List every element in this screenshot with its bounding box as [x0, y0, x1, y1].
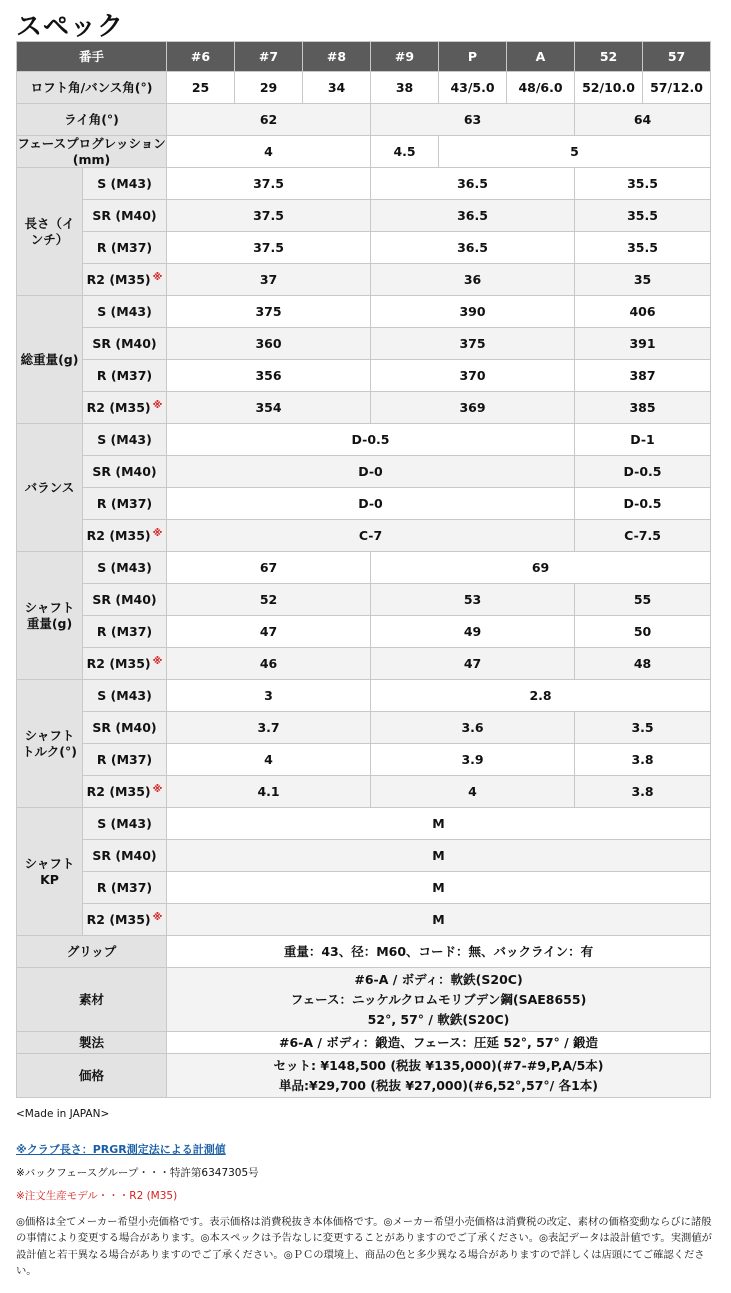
length-value: 36	[371, 264, 575, 296]
flex-label-sr: SR (M40)	[83, 200, 167, 232]
balance-value: D-0.5	[575, 488, 711, 520]
page-title: スペック	[16, 12, 125, 42]
flex-label-r2-text: R2 (M35)	[86, 271, 151, 287]
loft-value: 38	[371, 72, 439, 104]
weight-row-s	[17, 296, 711, 328]
flex-label-r2-text: R2 (M35)	[86, 783, 151, 799]
length-row-r	[17, 232, 711, 264]
weight-value: 369	[371, 392, 575, 424]
progression-value: 4	[167, 136, 371, 168]
material-line: 52°, 57° / 軟鉄(S20C)	[367, 1011, 510, 1027]
shaft-weight-row-sr	[17, 584, 711, 616]
balance-row-s	[17, 424, 711, 456]
kp-label-line2: KP	[40, 871, 59, 887]
loft-row	[17, 72, 711, 104]
patent-note: ※バックフェースグループ・・・特許第6347305号	[16, 1167, 259, 1179]
weight-value: 360	[167, 328, 371, 360]
length-row-r2	[17, 264, 711, 296]
weight-value: 387	[575, 360, 711, 392]
progression-row	[17, 136, 711, 168]
weight-value: 390	[371, 296, 575, 328]
balance-value: D-0	[167, 488, 575, 520]
length-value: 35.5	[575, 168, 711, 200]
method-value: #6-A / ボディ：鍛造、フェース：圧延 52°, 57° / 鍛造	[167, 1032, 711, 1054]
header-row	[17, 42, 711, 72]
grip-row	[17, 936, 711, 968]
header-cell: #9	[371, 42, 439, 72]
torque-value: 3.8	[575, 744, 711, 776]
kp-value: M	[167, 840, 711, 872]
torque-value: 3.5	[575, 712, 711, 744]
torque-label-line1: シャフト	[24, 728, 75, 744]
weight-row-r	[17, 360, 711, 392]
progression-value: 5	[439, 136, 711, 168]
flex-label-s: S (M43)	[83, 296, 167, 328]
torque-value: 3.6	[371, 712, 575, 744]
kp-row-s	[17, 808, 711, 840]
header-cell: #7	[235, 42, 303, 72]
header-cell: #8	[303, 42, 371, 72]
torque-row-sr	[17, 712, 711, 744]
flex-label-r2-text: R2 (M35)	[86, 911, 151, 927]
balance-row-sr	[17, 456, 711, 488]
flex-label-r2	[83, 648, 167, 680]
balance-value: D-0.5	[575, 456, 711, 488]
progression-label-line1: フェースプログレッション	[17, 136, 166, 151]
shaft-weight-value: 46	[167, 648, 371, 680]
torque-value: 3.7	[167, 712, 371, 744]
kp-row-r	[17, 872, 711, 904]
shaft-weight-value: 50	[575, 616, 711, 648]
method-label: 製法	[17, 1032, 167, 1054]
flex-label-r: R (M37)	[83, 616, 167, 648]
shaft-weight-value: 48	[575, 648, 711, 680]
loft-value: 57/12.0	[643, 72, 711, 104]
kp-label-line1: シャフト	[24, 856, 75, 872]
shaft-weight-label-line2: 重量(g)	[26, 615, 73, 631]
shaft-weight-row-r2	[17, 648, 711, 680]
length-value: 36.5	[371, 200, 575, 232]
balance-row-r2	[17, 520, 711, 552]
torque-value: 2.8	[371, 680, 711, 712]
loft-value: 52/10.0	[575, 72, 643, 104]
flex-label-r2	[83, 520, 167, 552]
material-label: 素材	[17, 968, 167, 1032]
flex-label-r2-text: R2 (M35)	[86, 527, 151, 543]
flex-label-s: S (M43)	[83, 680, 167, 712]
flex-label-s: S (M43)	[83, 168, 167, 200]
shaft-weight-value: 52	[167, 584, 371, 616]
shaft-weight-value: 55	[575, 584, 711, 616]
weight-value: 391	[575, 328, 711, 360]
price-set: セット: ¥148,500 (税抜 ¥135,000)(#7-#9,P,A/5本)	[273, 1057, 604, 1073]
order-asterisk: ※	[152, 271, 163, 283]
length-label	[17, 168, 83, 296]
flex-label-r2	[83, 392, 167, 424]
torque-value: 3.9	[371, 744, 575, 776]
order-asterisk: ※	[152, 399, 163, 411]
loft-value: 34	[303, 72, 371, 104]
progression-label	[17, 136, 167, 168]
price-value	[167, 1054, 711, 1098]
header-cell: P	[439, 42, 507, 72]
header-cell: A	[507, 42, 575, 72]
material-row	[17, 968, 711, 1032]
flex-label-r2-text: R2 (M35)	[86, 655, 151, 671]
torque-value: 4.1	[167, 776, 371, 808]
shaft-weight-value: 47	[371, 648, 575, 680]
length-value: 36.5	[371, 168, 575, 200]
loft-value: 48/6.0	[507, 72, 575, 104]
progression-value: 4.5	[371, 136, 439, 168]
kp-label	[17, 808, 83, 936]
length-value: 37.5	[167, 200, 371, 232]
flex-label-sr: SR (M40)	[83, 840, 167, 872]
kp-value: M	[167, 904, 711, 936]
shaft-weight-value: 53	[371, 584, 575, 616]
balance-value: C-7.5	[575, 520, 711, 552]
made-in-note: <Made in JAPAN>	[16, 1108, 110, 1120]
length-value: 37.5	[167, 168, 371, 200]
weight-value: 370	[371, 360, 575, 392]
weight-value: 406	[575, 296, 711, 328]
lie-value: 64	[575, 104, 711, 136]
length-value: 37.5	[167, 232, 371, 264]
torque-value: 3.8	[575, 776, 711, 808]
price-label: 価格	[17, 1054, 167, 1098]
length-row-s	[17, 168, 711, 200]
lie-value: 62	[167, 104, 371, 136]
flex-label-sr: SR (M40)	[83, 584, 167, 616]
shaft-weight-row-s	[17, 552, 711, 584]
weight-value: 375	[371, 328, 575, 360]
torque-label	[17, 680, 83, 808]
weight-value: 375	[167, 296, 371, 328]
flex-label-r: R (M37)	[83, 488, 167, 520]
shaft-weight-value: 69	[371, 552, 711, 584]
header-cell: #6	[167, 42, 235, 72]
balance-value: D-0.5	[167, 424, 575, 456]
torque-row-r2	[17, 776, 711, 808]
length-value: 35.5	[575, 200, 711, 232]
header-label: 番手	[17, 42, 167, 72]
flex-label-s: S (M43)	[83, 552, 167, 584]
flex-label-sr: SR (M40)	[83, 456, 167, 488]
weight-value: 356	[167, 360, 371, 392]
price-row	[17, 1054, 711, 1098]
loft-value: 29	[235, 72, 303, 104]
loft-label: ロフト角/バンス角(°)	[17, 72, 167, 104]
order-asterisk: ※	[152, 911, 163, 923]
torque-value: 4	[371, 776, 575, 808]
weight-value: 354	[167, 392, 371, 424]
length-label-line2: ンチ）	[30, 231, 69, 247]
spec-table	[16, 41, 711, 1098]
flex-label-sr: SR (M40)	[83, 712, 167, 744]
length-label-line1: 長さ（イ	[24, 216, 75, 232]
grip-value: 重量：43、径：M60、コード：無、バックライン：有	[167, 936, 711, 968]
torque-row-r	[17, 744, 711, 776]
shaft-weight-label-line1: シャフト	[24, 600, 75, 616]
balance-value: D-1	[575, 424, 711, 456]
length-value: 35	[575, 264, 711, 296]
weight-value: 385	[575, 392, 711, 424]
shaft-weight-value: 47	[167, 616, 371, 648]
balance-value: D-0	[167, 456, 575, 488]
order-asterisk: ※	[152, 527, 163, 539]
shaft-weight-value: 67	[167, 552, 371, 584]
lie-row	[17, 104, 711, 136]
balance-value: C-7	[167, 520, 575, 552]
flex-label-r: R (M37)	[83, 744, 167, 776]
disclaimer-text: ◎価格は全てメーカー希望小売価格です。表示価格は消費税抜き本体価格です。◎メーカー希望小売価格は消費税の改定、素材の価格変動ならびに諸般の事情により変更する場合があります。◎本スペックは予告なしに変更することがありますのでご了承ください。◎表記データは設計値です。実測値が設計値と若干異なる場合がありますのでご了承ください。◎ＰＣの環境上、商品の色と多少異なる場合がありますので詳しくは店頭にてご確認ください。	[16, 1216, 712, 1278]
length-value: 37	[167, 264, 371, 296]
kp-row-sr	[17, 840, 711, 872]
loft-value: 43/5.0	[439, 72, 507, 104]
material-line: #6-A / ボディ：軟鉄(S20C)	[354, 971, 523, 987]
progression-label-line2: (mm)	[72, 151, 111, 167]
shaft-weight-value: 49	[371, 616, 575, 648]
shaft-weight-label	[17, 552, 83, 680]
material-line: フェース：ニッケルクロムモリブデン鋼(SAE8655)	[290, 991, 587, 1007]
torque-value: 3	[167, 680, 371, 712]
flex-label-r: R (M37)	[83, 872, 167, 904]
flex-label-r: R (M37)	[83, 232, 167, 264]
kp-value: M	[167, 808, 711, 840]
header-cell: 57	[643, 42, 711, 72]
price-single: 単品:¥29,700 (税抜 ¥27,000)(#6,52°,57°/ 各1本)	[279, 1077, 599, 1093]
balance-label: バランス	[17, 424, 83, 552]
kp-row-r2	[17, 904, 711, 936]
torque-value: 4	[167, 744, 371, 776]
length-value: 36.5	[371, 232, 575, 264]
length-row-sr	[17, 200, 711, 232]
weight-label: 総重量(g)	[17, 296, 83, 424]
method-row	[17, 1032, 711, 1054]
flex-label-r: R (M37)	[83, 360, 167, 392]
lie-value: 63	[371, 104, 575, 136]
torque-label-line2: トルク(°)	[22, 743, 77, 759]
weight-row-sr	[17, 328, 711, 360]
flex-label-r2-text: R2 (M35)	[86, 399, 151, 415]
torque-row-s	[17, 680, 711, 712]
header-cell: 52	[575, 42, 643, 72]
shaft-weight-row-r	[17, 616, 711, 648]
kp-value: M	[167, 872, 711, 904]
flex-label-r2	[83, 264, 167, 296]
balance-row-r	[17, 488, 711, 520]
order-asterisk: ※	[152, 655, 163, 667]
lie-label: ライ角(°)	[17, 104, 167, 136]
length-value: 35.5	[575, 232, 711, 264]
order-model-note: ※注文生産モデル・・・R2 (M35)	[16, 1190, 178, 1202]
length-measure-link[interactable]: ※クラブ長さ：PRGR測定法による計測値	[16, 1143, 226, 1156]
flex-label-s: S (M43)	[83, 808, 167, 840]
flex-label-s: S (M43)	[83, 424, 167, 456]
flex-label-sr: SR (M40)	[83, 328, 167, 360]
flex-label-r2	[83, 904, 167, 936]
weight-row-r2	[17, 392, 711, 424]
flex-label-r2	[83, 776, 167, 808]
order-asterisk: ※	[152, 783, 163, 795]
grip-label: グリップ	[17, 936, 167, 968]
loft-value: 25	[167, 72, 235, 104]
material-value	[167, 968, 711, 1032]
